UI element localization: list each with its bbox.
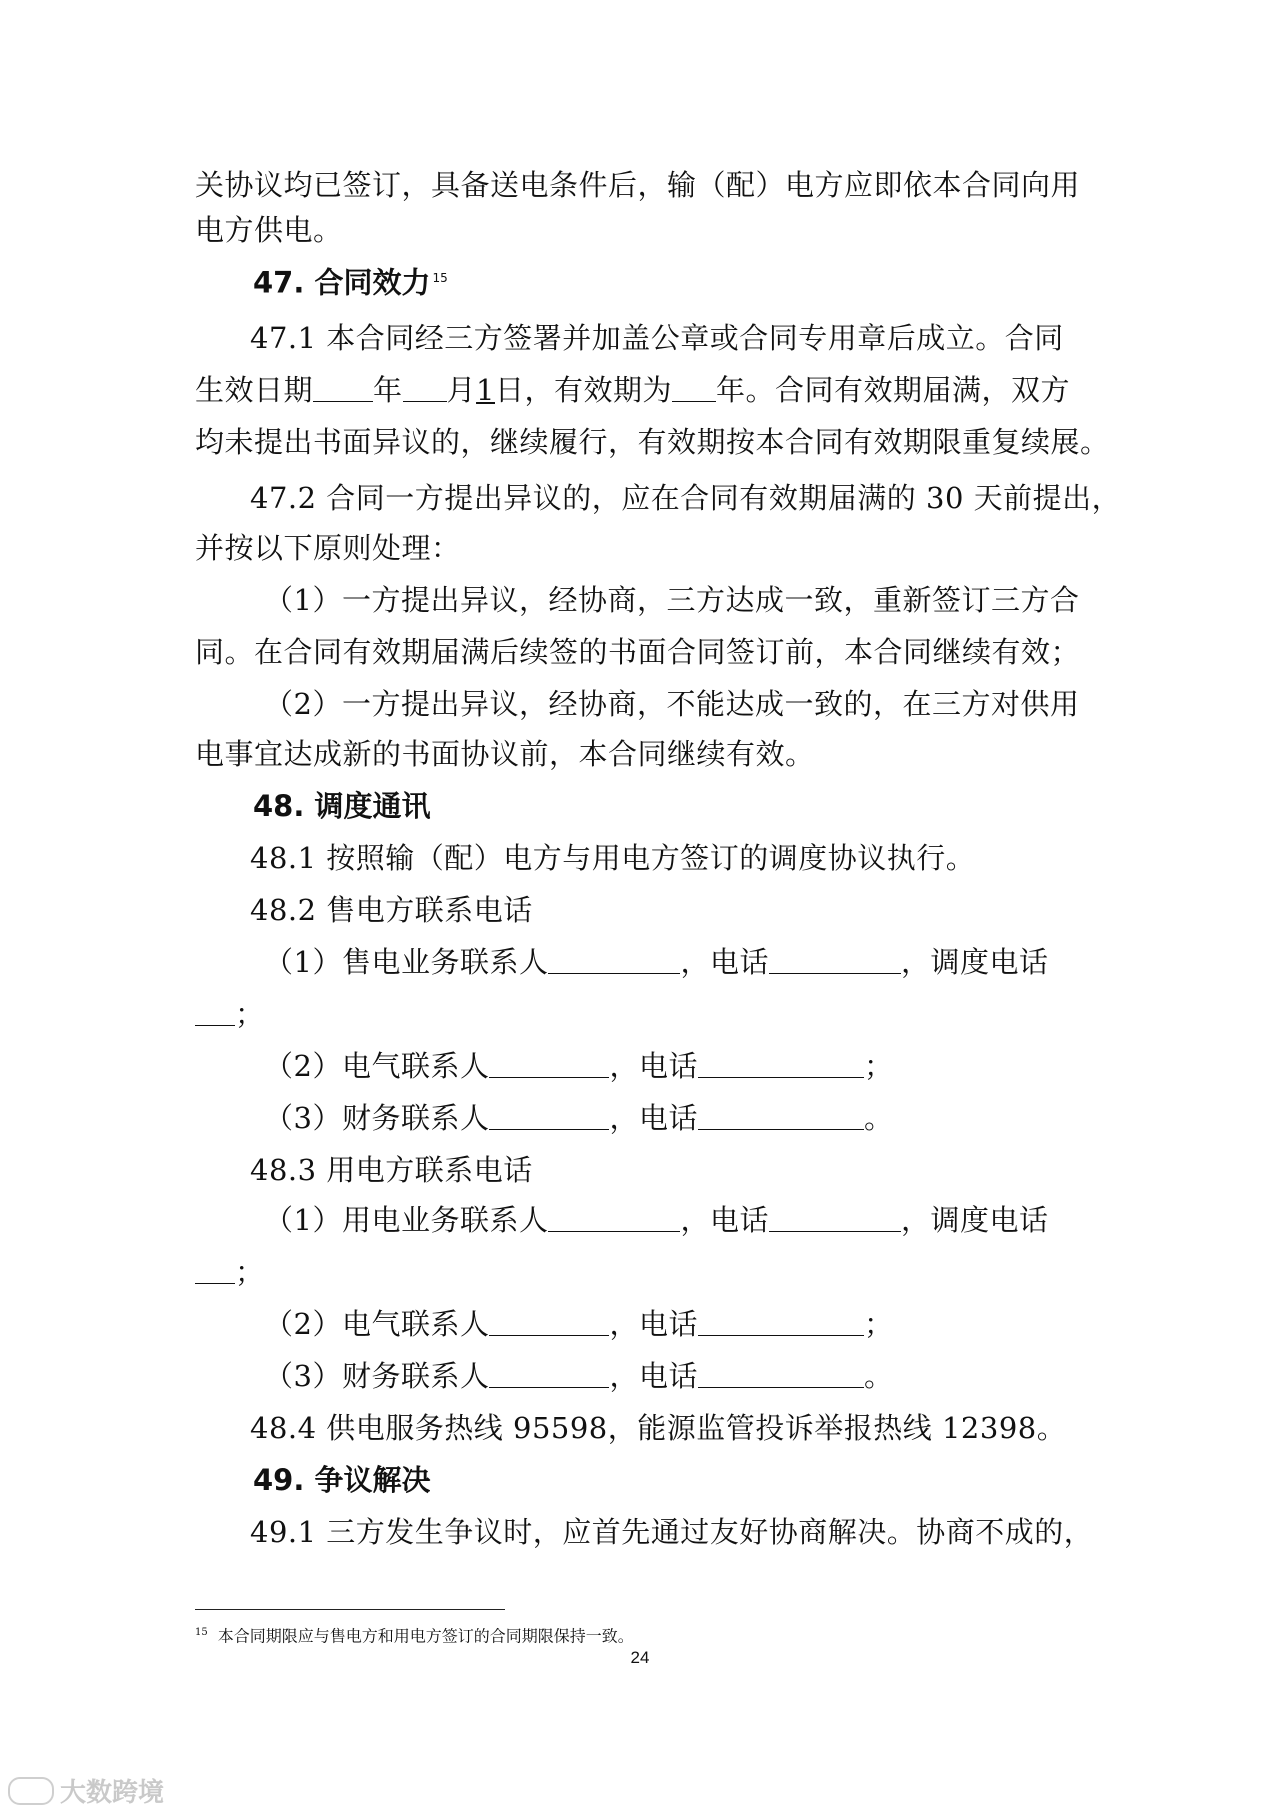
text-run: 年。合同有效期届满，双方 (716, 373, 1071, 407)
paragraph-line: 并按以下原则处理： (195, 531, 461, 565)
contact-line (264, 1098, 1095, 1138)
paragraph-line: 48.1 按照输（配）电方与用电方签订的调度协议执行。 (250, 841, 976, 875)
blank-contact (548, 943, 680, 974)
blank-phone (698, 1357, 864, 1388)
contact-line (264, 1200, 1095, 1240)
contact-line (264, 1356, 1095, 1396)
footnote-number: 15 (195, 1627, 208, 1638)
contact-line (264, 1304, 1095, 1344)
paragraph-line: （2）一方提出异议，经协商，不能达成一致的，在三方对供用 (264, 687, 1080, 721)
contact-line (195, 994, 1095, 1034)
text-run: ，电话 (609, 1049, 698, 1083)
text-run: ，电话 (680, 945, 769, 979)
footnote-divider (195, 1609, 505, 1610)
blank-year (313, 371, 373, 402)
text-run: ，电话 (609, 1359, 698, 1393)
paragraph-line: 关协议均已签订，具备送电条件后，输（配）电方应即依本合同向用 (195, 168, 1081, 202)
watermark-logo-icon (8, 1777, 54, 1805)
text-run: （1）用电业务联系人 (264, 1203, 549, 1237)
footnote-ref[interactable]: 15 (432, 271, 448, 285)
text-run: ，电话 (680, 1203, 769, 1237)
text-run: ； (235, 1255, 265, 1289)
text-run: ； (863, 1049, 894, 1083)
text-run: （3）财务联系人 (264, 1359, 490, 1393)
text-run: 年 (373, 373, 403, 407)
text-run: 生效日期 (195, 373, 314, 407)
text-run: ，电话 (609, 1307, 698, 1341)
section-heading-48: 48. 调度通讯 (253, 789, 431, 823)
paragraph-line (195, 370, 1095, 410)
text-run: 。 (863, 1101, 894, 1135)
watermark (8, 1772, 164, 1809)
day-value: 1 (476, 373, 495, 407)
paragraph-line: 同。在合同有效期届满后续签的书面合同签订前，本合同继续有效； (195, 635, 1081, 669)
footnote (195, 1622, 634, 1647)
blank-term (672, 371, 716, 402)
paragraph-line: 47.1 本合同经三方签署并加盖公章或合同专用章后成立。合同 (250, 321, 1064, 355)
blank-phone (698, 1099, 864, 1130)
text-run: （2）电气联系人 (264, 1049, 490, 1083)
text-run: 月 (446, 373, 477, 407)
blank-month (403, 371, 447, 402)
text-run: ； (235, 997, 265, 1031)
blank-contact (489, 1047, 609, 1078)
paragraph-line: 均未提出书面异议的，继续履行，有效期按本合同有效期限重复续展。 (195, 425, 1110, 459)
paragraph-line: 49.1 三方发生争议时，应首先通过友好协商解决。协商不成的， (250, 1515, 1094, 1549)
paragraph-line: 电事宜达成新的书面协议前，本合同继续有效。 (195, 737, 815, 771)
text-run: ； (863, 1307, 894, 1341)
paragraph-line: 47.2 合同一方提出异议的，应在合同有效期届满的 30 天前提出， (250, 481, 1122, 515)
page-number: 24 (630, 1648, 650, 1667)
text-run: （2）电气联系人 (264, 1307, 490, 1341)
blank-phone (769, 943, 901, 974)
text-run: 。 (863, 1359, 894, 1393)
watermark-text: 大数跨境 (60, 1778, 165, 1808)
blank-dispatch-phone (195, 1253, 235, 1284)
text-run: ，电话 (609, 1101, 698, 1135)
text-run: （1）售电业务联系人 (264, 945, 549, 979)
blank-contact (489, 1357, 609, 1388)
text-run: ，调度电话 (900, 1203, 1049, 1237)
text-run: （3）财务联系人 (264, 1101, 490, 1135)
section-heading-49: 49. 争议解决 (253, 1463, 431, 1497)
paragraph-line: 48.4 供电服务热线 95598，能源监管投诉举报热线 12398。 (250, 1411, 1067, 1445)
contact-line (195, 1252, 1095, 1292)
footnote-text: 本合同期限应与售电方和用电方签订的合同期限保持一致。 (217, 1626, 634, 1646)
contact-line (264, 942, 1095, 982)
heading-text: 47. 合同效力 (253, 265, 431, 300)
paragraph-line: （1）一方提出异议，经协商，三方达成一致，重新签订三方合 (264, 583, 1080, 617)
paragraph-line: 48.2 售电方联系电话 (250, 893, 533, 927)
text-run: 日，有效期为 (495, 373, 673, 407)
paragraph-line: 电方供电。 (195, 213, 343, 247)
blank-phone (698, 1305, 864, 1336)
blank-contact (548, 1201, 680, 1232)
section-heading-47 (253, 258, 448, 303)
blank-phone (769, 1201, 901, 1232)
blank-contact (489, 1305, 609, 1336)
blank-contact (489, 1099, 609, 1130)
blank-dispatch-phone (195, 995, 235, 1026)
contact-line (264, 1046, 1095, 1086)
text-run: ，调度电话 (900, 945, 1049, 979)
blank-phone (698, 1047, 864, 1078)
paragraph-line: 48.3 用电方联系电话 (250, 1153, 533, 1187)
